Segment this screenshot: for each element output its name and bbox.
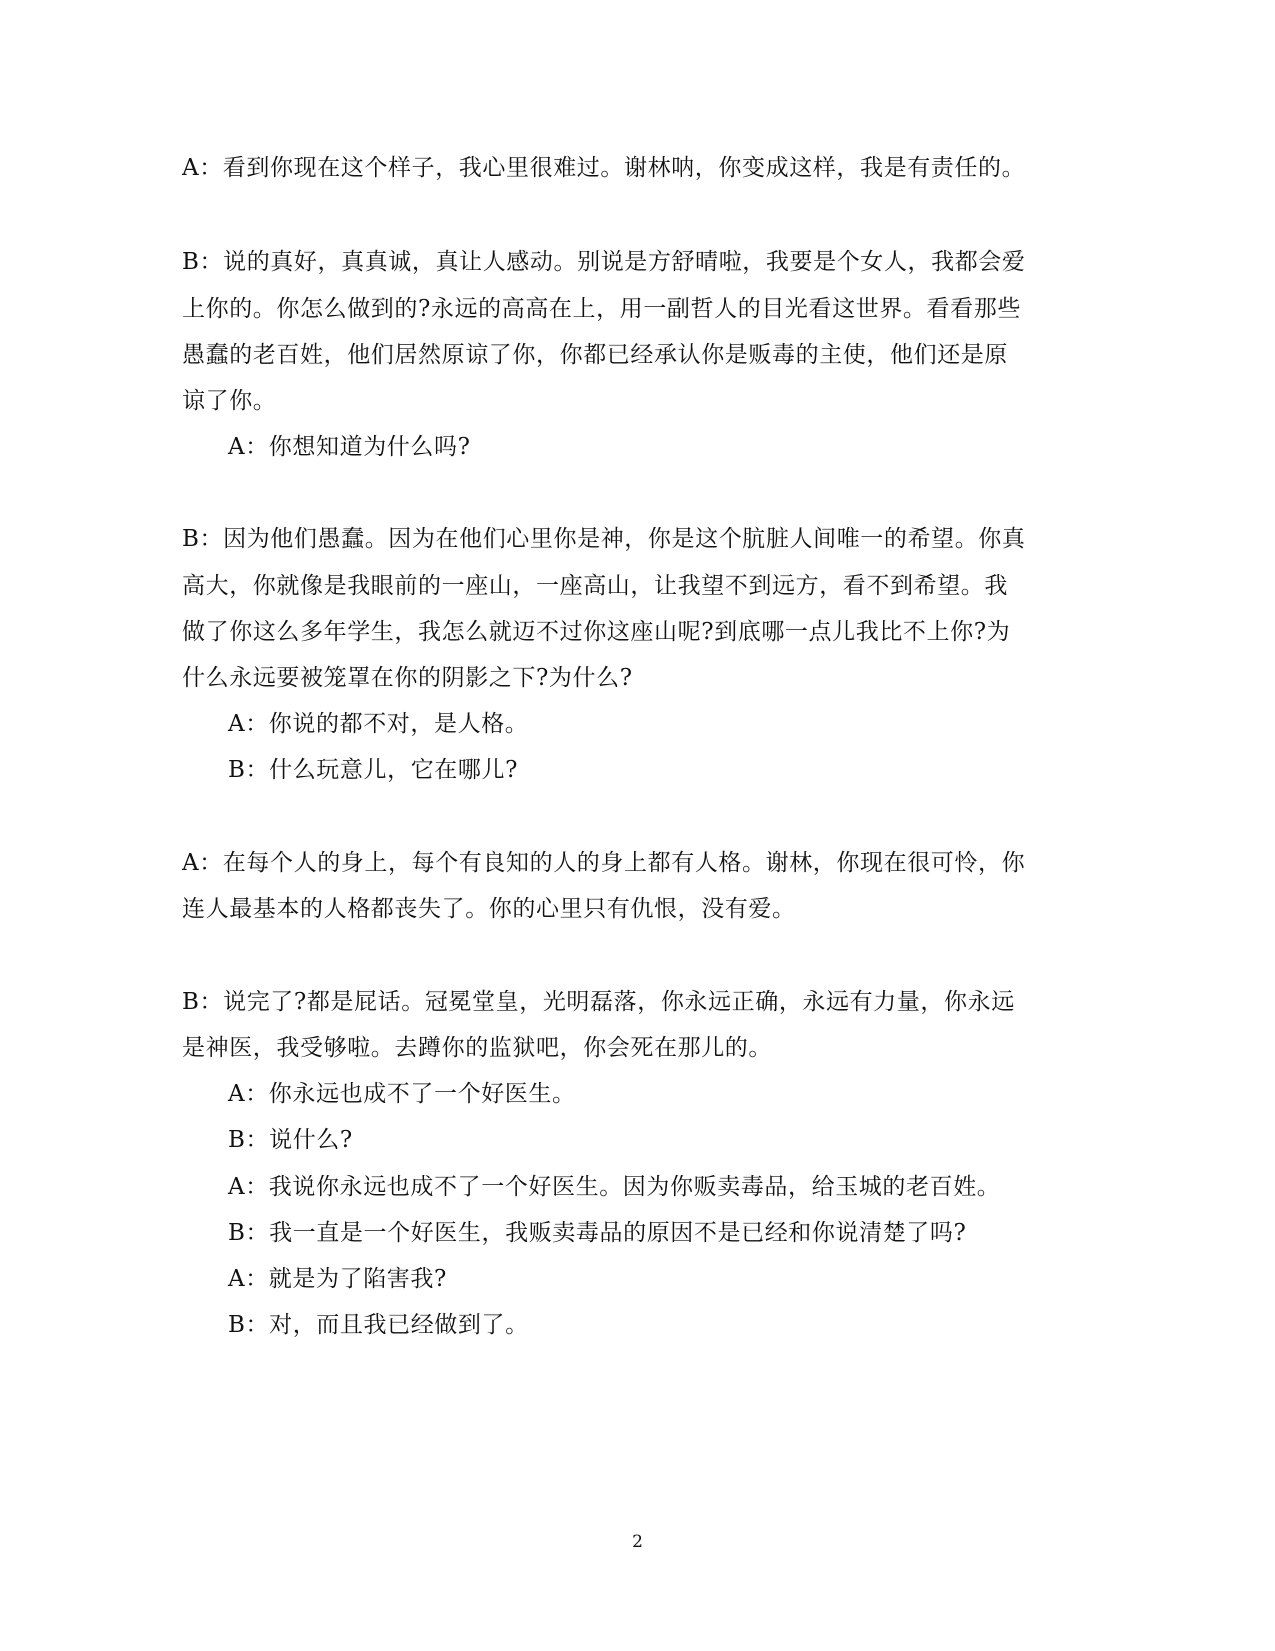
dialogue-line: A：在每个人的身上，每个有良知的人的身上都有人格。谢林，你现在很可怜，你 (182, 850, 1026, 876)
dialogue-line: 连人最基本的人格都丧失了。你的心里只有仇恨，没有爱。 (182, 896, 796, 922)
dialogue-line: B：因为他们愚蠢。因为在他们心里你是神，你是这个肮脏人间唯一的希望。你真 (182, 526, 1026, 552)
dialogue-line: B：什么玩意儿，它在哪儿? (228, 757, 519, 783)
dialogue-line: A：你永远也成不了一个好医生。 (228, 1081, 576, 1107)
dialogue-line: A：你说的都不对，是人格。 (228, 711, 529, 737)
dialogue-line: A：我说你永远也成不了一个好医生。因为你贩卖毒品，给玉城的老百姓。 (228, 1174, 1001, 1200)
page-number: 2 (632, 1532, 643, 1552)
dialogue-line: A：就是为了陷害我? (228, 1266, 447, 1292)
dialogue-line: B：我一直是一个好医生，我贩卖毒品的原因不是已经和你说清楚了吗? (228, 1220, 967, 1246)
dialogue-line: 高大，你就像是我眼前的一座山，一座高山，让我望不到远方，看不到希望。我 (182, 573, 1008, 599)
dialogue-line: A：你想知道为什么吗? (228, 434, 471, 460)
dialogue-line: 做了你这么多年学生，我怎么就迈不过你这座山呢?到底哪一点儿我比不上你?为 (182, 619, 1011, 645)
dialogue-line: 谅了你。 (182, 388, 277, 414)
dialogue-line: B：说的真好，真真诚，真让人感动。别说是方舒晴啦，我要是个女人，我都会爱 (182, 249, 1026, 275)
dialogue-line: B：对，而且我已经做到了。 (228, 1312, 529, 1338)
dialogue-line: B：说什么? (228, 1127, 353, 1153)
dialogue-line: 是神医，我受够啦。去蹲你的监狱吧，你会死在那儿的。 (182, 1035, 772, 1061)
dialogue-line: A：看到你现在这个样子，我心里很难过。谢林呐，你变成这样，我是有责任的。 (182, 155, 1026, 181)
dialogue-line: 愚蠢的老百姓，他们居然原谅了你，你都已经承认你是贩毒的主使，他们还是原 (182, 342, 1008, 368)
dialogue-line: 上你的。你怎么做到的?永远的高高在上，用一副哲人的目光看这世界。看看那些 (182, 296, 1021, 322)
dialogue-line: 什么永远要被笼罩在你的阴影之下?为什么? (182, 665, 633, 691)
dialogue-line: B：说完了?都是屁话。冠冕堂皇，光明磊落，你永远正确，永远有力量，你永远 (182, 989, 1015, 1015)
